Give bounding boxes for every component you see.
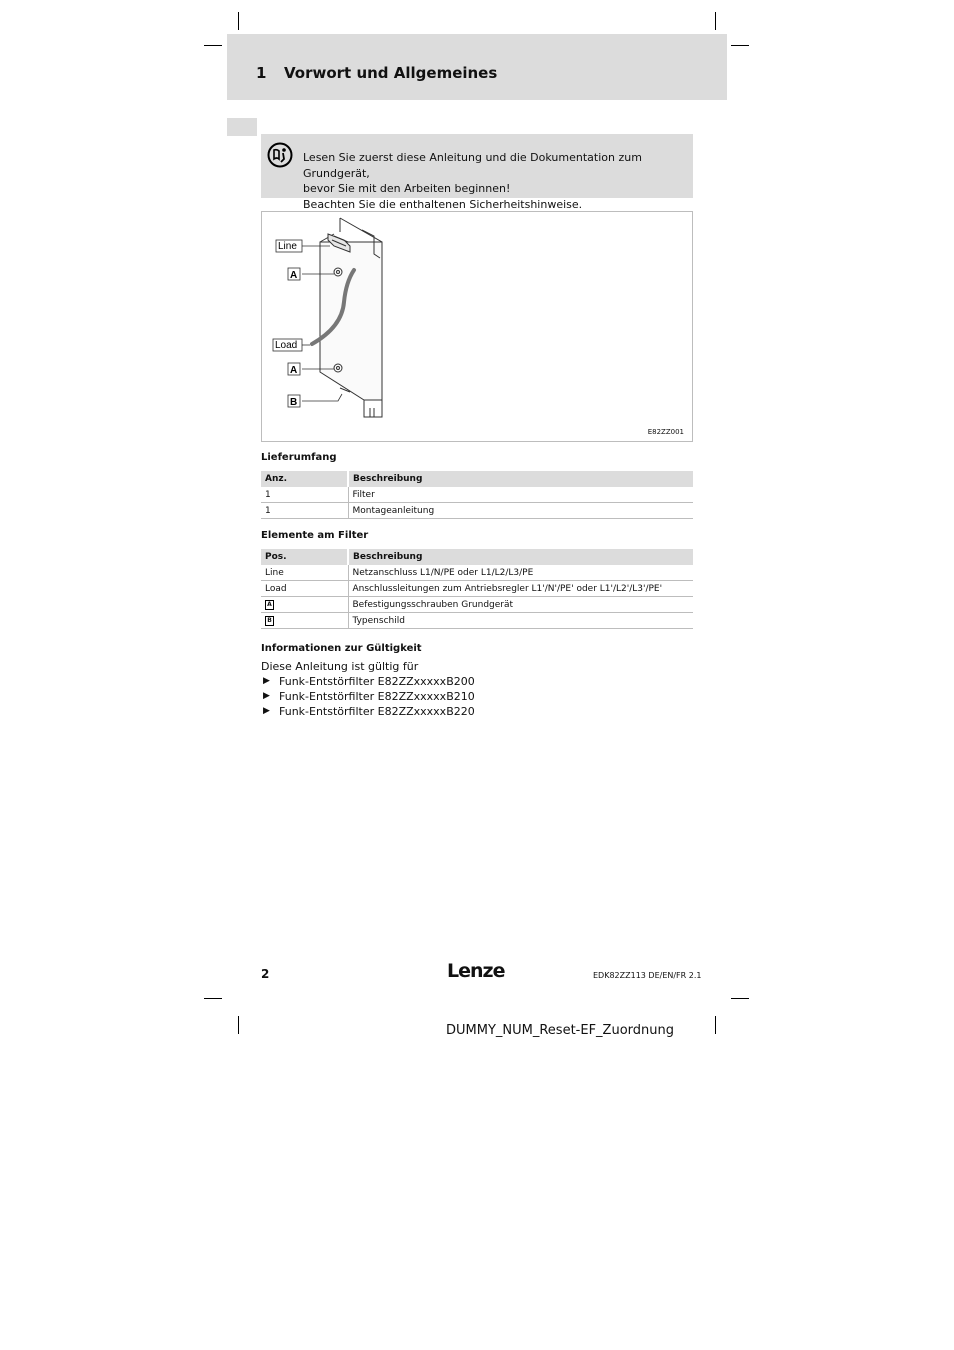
label-b: B bbox=[290, 397, 298, 408]
validity-intro: Diese Anleitung ist gültig für bbox=[261, 660, 419, 673]
column-header: Beschreibung bbox=[348, 549, 693, 565]
table-row bbox=[261, 597, 693, 613]
side-marker bbox=[227, 118, 257, 136]
column-header: Pos. bbox=[261, 549, 348, 565]
label-load: Load bbox=[275, 340, 298, 351]
table-cell: Befestigungsschrauben Grundgerät bbox=[348, 597, 693, 613]
table-cell bbox=[261, 613, 348, 629]
validity-list bbox=[261, 674, 475, 719]
crop-mark bbox=[731, 45, 749, 46]
page-number: 2 bbox=[261, 967, 270, 981]
table-row bbox=[261, 487, 693, 503]
note-line: Lesen Sie zuerst diese Anleitung und die Dokumentation zum Grundgerät, bbox=[303, 151, 642, 180]
table-row bbox=[261, 581, 693, 597]
table-header-row bbox=[261, 549, 693, 565]
section-title-elements: Elemente am Filter bbox=[261, 530, 369, 541]
document-code: EDK82ZZ113 DE/EN/FR 2.1 bbox=[593, 971, 702, 980]
label-a-bottom: A bbox=[290, 365, 298, 376]
lenze-logo: Lenze bbox=[447, 960, 505, 982]
filter-drawing bbox=[262, 212, 692, 441]
key-box-b: B bbox=[265, 616, 274, 626]
filter-figure bbox=[261, 211, 693, 442]
list-item: ▶ Funk-Entstörfilter E82ZZxxxxxB220 bbox=[261, 704, 475, 719]
note-line: bevor Sie mit den Arbeiten beginnen! bbox=[303, 182, 511, 195]
table-cell: 1 bbox=[261, 487, 348, 503]
table-header-row bbox=[261, 471, 693, 487]
crop-mark bbox=[238, 12, 239, 30]
table-cell: Filter bbox=[348, 487, 693, 503]
key-box-a: A bbox=[265, 600, 274, 610]
elements-table bbox=[261, 549, 693, 629]
note-box bbox=[261, 134, 693, 211]
table-cell: 1 bbox=[261, 503, 348, 519]
label-a-top: A bbox=[290, 270, 298, 281]
validity-block bbox=[261, 659, 475, 719]
crop-mark bbox=[204, 998, 222, 999]
list-item: ▶ Funk-Entstörfilter E82ZZxxxxxB200 bbox=[261, 674, 475, 689]
list-item: ▶ Funk-Entstörfilter E82ZZxxxxxB210 bbox=[261, 689, 475, 704]
supply-table bbox=[261, 471, 693, 519]
table-cell: Anschlussleitungen zum Antriebsregler L1'/N'/PE' oder L1'/L2'/L3'/PE' bbox=[348, 581, 693, 597]
table-cell: Typenschild bbox=[348, 613, 693, 629]
chapter-number: 1 bbox=[256, 64, 267, 82]
chapter-title: Vorwort und Allgemeines bbox=[284, 64, 498, 82]
crop-mark bbox=[715, 12, 716, 30]
table-row bbox=[261, 613, 693, 629]
table-row bbox=[261, 565, 693, 581]
table-cell: Montageanleitung bbox=[348, 503, 693, 519]
crop-mark bbox=[715, 1016, 716, 1034]
crop-mark bbox=[238, 1016, 239, 1034]
table-row bbox=[261, 503, 693, 519]
table-cell bbox=[261, 597, 348, 613]
note-line: Beachten Sie die enthaltenen Sicherheitshinweise. bbox=[303, 197, 583, 211]
section-title-supply: Lieferumfang bbox=[261, 452, 337, 463]
column-header: Beschreibung bbox=[348, 471, 693, 487]
read-manual-icon bbox=[267, 142, 293, 168]
label-line: Line bbox=[278, 241, 297, 252]
section-title-validity: Informationen zur Gültigkeit bbox=[261, 643, 422, 654]
crop-mark bbox=[731, 998, 749, 999]
table-cell: Netzanschluss L1/N/PE oder L1/L2/L3/PE bbox=[348, 565, 693, 581]
crop-mark bbox=[204, 45, 222, 46]
column-header: Anz. bbox=[261, 471, 348, 487]
chapter-heading bbox=[256, 64, 497, 82]
figure-code: E82ZZ001 bbox=[647, 428, 684, 436]
table-cell: Load bbox=[261, 581, 348, 597]
table-cell: Line bbox=[261, 565, 348, 581]
footer-note: DUMMY_NUM_Reset-EF_Zuordnung bbox=[446, 1023, 674, 1038]
